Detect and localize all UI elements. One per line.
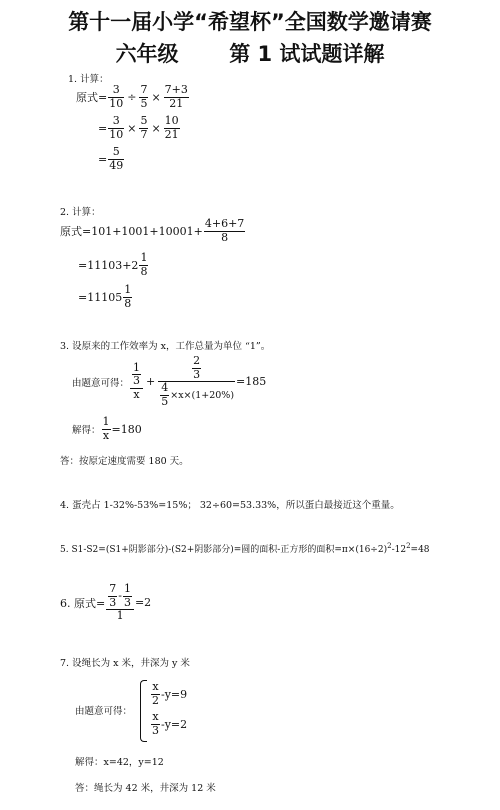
q2-expr: 原式=101+1001+10001+ bbox=[60, 225, 203, 239]
q2-line1 bbox=[60, 218, 246, 244]
q1-line1 bbox=[76, 84, 190, 110]
equals: = bbox=[98, 121, 108, 135]
q6-equation bbox=[60, 583, 151, 623]
fraction: $\frac{4}{5}$ bbox=[161, 381, 169, 408]
q6-label: 6. 原式= bbox=[60, 596, 106, 610]
fraction: $\frac{10}{21}$ bbox=[164, 114, 179, 141]
q1-line3 bbox=[98, 146, 125, 172]
q3-solve-label: 解得： bbox=[72, 425, 101, 437]
q2-expr: =11105 bbox=[78, 290, 123, 304]
operator: ÷ bbox=[127, 90, 137, 104]
q3-label: 3. 设原来的工作效率为 x，工作总量为单位 “1”。 bbox=[60, 341, 271, 352]
system-brace bbox=[140, 680, 147, 742]
q3-solve bbox=[72, 416, 142, 442]
q3-answer: 答：按原定速度需要 180 天。 bbox=[60, 456, 189, 467]
q3-rhs: =185 bbox=[236, 375, 267, 389]
q5-part: -12 bbox=[391, 545, 407, 555]
q1-lhs: 原式= bbox=[76, 91, 108, 105]
complex-fraction: $\frac{7}{3}$ - $\frac{1}{3}$ 1 bbox=[106, 583, 134, 623]
q3-solve-rhs: =180 bbox=[111, 422, 142, 436]
fraction: $\frac{1}{3}$ bbox=[133, 360, 141, 388]
fraction: $\frac{x}{3}$ bbox=[152, 710, 159, 737]
page-title: 第十一届小学“希望杯”全国数学邀请赛 bbox=[68, 10, 432, 34]
complex-fraction: $\frac{\frac{1}{3}}{x}$ bbox=[130, 362, 143, 402]
q5-part: 5. S1-S2=(S1+阴影部分)-(S2+阴影部分)=圆的面积-正方形的面积=π×(16÷2) bbox=[60, 545, 388, 555]
fraction: $\frac{1}{x}$ bbox=[102, 415, 110, 442]
fraction: $\frac{4+6+7}{8}$ bbox=[204, 217, 245, 244]
q6-rhs: =2 bbox=[134, 596, 152, 610]
superscript: 2 bbox=[387, 542, 392, 550]
q5-part: =48 bbox=[410, 545, 430, 555]
complex-fraction: $\frac{2}{3}$ $\frac{4}{5}$ ×x×(1+20%) bbox=[158, 355, 235, 409]
fraction: $\frac{x}{2}$ bbox=[152, 680, 159, 707]
q1-line2 bbox=[98, 115, 181, 141]
q2-label: 2. 计算： bbox=[60, 207, 101, 218]
fraction: $\frac{7}{3}$ bbox=[109, 582, 117, 609]
fraction: $\frac{1}{8}$ bbox=[140, 251, 148, 278]
operator: + bbox=[146, 375, 156, 389]
fraction: $\frac{1}{3}$ bbox=[123, 582, 131, 609]
q7-eq1: $\frac{x}{2}$ -y=9 bbox=[152, 680, 188, 707]
fraction: $\frac{3}{10}$ bbox=[109, 83, 124, 110]
q7-eq2: $\frac{x}{3}$ -y=2 bbox=[152, 710, 188, 737]
fraction: $\frac{1}{8}$ bbox=[124, 283, 132, 310]
page-subtitle bbox=[0, 38, 500, 68]
q2-expr: =11103+2 bbox=[78, 258, 139, 272]
fraction: $\frac{2}{3}$ bbox=[193, 354, 201, 381]
fraction: $\frac{7}{5}$ bbox=[140, 83, 148, 110]
fraction: $\frac{3}{10}$ bbox=[109, 114, 124, 141]
test-label: 第 1 试试题详解 bbox=[229, 42, 385, 66]
q2-line3 bbox=[78, 284, 133, 310]
operator: × bbox=[151, 121, 161, 135]
q3-equation bbox=[72, 355, 266, 409]
fraction: $\frac{5}{7}$ bbox=[140, 114, 148, 141]
q7-answer: 答：绳长为 42 米，井深为 12 米 bbox=[75, 783, 216, 794]
q4-text: 4. 蛋壳占 1-32%-53%=15%； 32÷60=53.33%，所以蛋白最接近这个重量。 bbox=[60, 500, 400, 511]
q1-label: 1. 计算： bbox=[68, 74, 109, 85]
operator: × bbox=[127, 121, 137, 135]
q5-text bbox=[60, 542, 430, 555]
operator: × bbox=[151, 90, 161, 104]
q3-given: 由题意可得： bbox=[72, 377, 130, 389]
equals: = bbox=[98, 152, 108, 166]
q7-given: 由题意可得： bbox=[75, 706, 133, 717]
fraction: $\frac{7+3}{21}$ bbox=[164, 83, 188, 110]
q7-solve: 解得：x=42，y=12 bbox=[75, 757, 164, 768]
grade-label: 六年级 bbox=[115, 42, 179, 66]
q7-label: 7. 设绳长为 x 米，井深为 y 米 bbox=[60, 658, 190, 669]
fraction: $\frac{5}{49}$ bbox=[109, 145, 124, 172]
superscript: 2 bbox=[406, 542, 411, 550]
q2-line2 bbox=[78, 252, 149, 278]
